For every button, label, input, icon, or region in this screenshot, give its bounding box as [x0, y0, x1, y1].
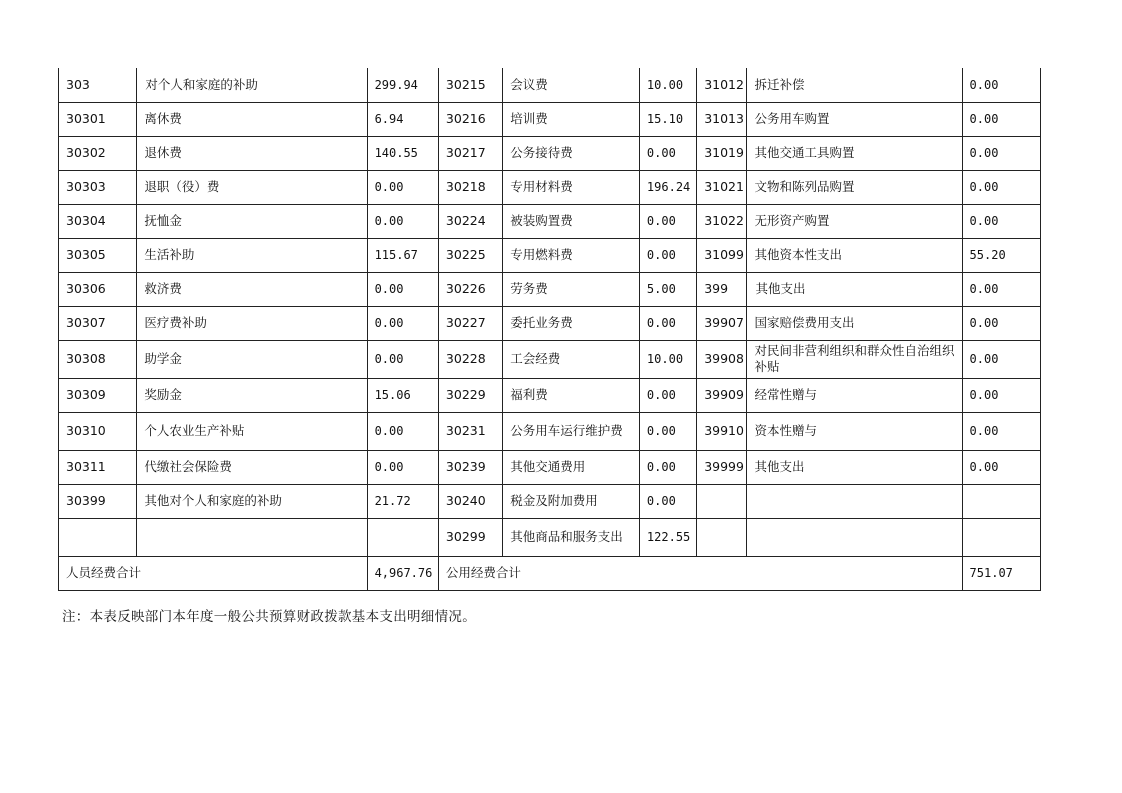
table-row	[59, 238, 1041, 272]
name-cell: 国家赔偿费用支出	[747, 306, 962, 340]
table-row	[59, 518, 1041, 556]
amount-cell: 21.72	[367, 484, 438, 518]
amount-cell: 0.00	[639, 412, 696, 450]
amount-cell	[962, 518, 1040, 556]
name-cell: 其他资本性支出	[747, 238, 962, 272]
code-cell: 30304	[59, 204, 137, 238]
name-cell: 资本性赠与	[747, 412, 962, 450]
name-cell	[137, 518, 367, 556]
amount-cell: 0.00	[367, 450, 438, 484]
table-row	[59, 340, 1041, 378]
amount-cell	[962, 484, 1040, 518]
name-cell: 专用燃料费	[503, 238, 640, 272]
code-cell: 399	[697, 272, 747, 306]
name-cell: 其他交通费用	[503, 450, 640, 484]
code-cell: 30311	[59, 450, 137, 484]
amount-cell: 0.00	[962, 136, 1040, 170]
name-cell: 其他支出	[747, 450, 962, 484]
code-cell: 39908	[697, 340, 747, 378]
name-cell: 对个人和家庭的补助	[137, 68, 367, 102]
code-cell: 39910	[697, 412, 747, 450]
name-cell	[747, 484, 962, 518]
name-cell	[747, 518, 962, 556]
amount-cell: 0.00	[962, 204, 1040, 238]
amount-cell: 0.00	[962, 102, 1040, 136]
name-cell: 代缴社会保险费	[137, 450, 367, 484]
table-row	[59, 484, 1041, 518]
name-cell: 其他对个人和家庭的补助	[137, 484, 367, 518]
public-total-label: 公用经费合计	[438, 556, 962, 590]
amount-cell: 0.00	[639, 484, 696, 518]
table-row	[59, 412, 1041, 450]
amount-cell: 0.00	[639, 136, 696, 170]
totals-row	[59, 556, 1041, 590]
code-cell: 30231	[438, 412, 502, 450]
amount-cell: 299.94	[367, 68, 438, 102]
code-cell: 31099	[697, 238, 747, 272]
code-cell: 30215	[438, 68, 502, 102]
code-cell: 31019	[697, 136, 747, 170]
code-cell: 39909	[697, 378, 747, 412]
expenditure-detail-table	[58, 68, 1041, 591]
amount-cell	[367, 518, 438, 556]
amount-cell: 0.00	[639, 306, 696, 340]
code-cell: 39999	[697, 450, 747, 484]
amount-cell: 0.00	[367, 170, 438, 204]
code-cell: 31021	[697, 170, 747, 204]
name-cell: 会议费	[503, 68, 640, 102]
amount-cell: 0.00	[962, 340, 1040, 378]
amount-cell: 5.00	[639, 272, 696, 306]
amount-cell: 0.00	[639, 238, 696, 272]
name-cell: 离休费	[137, 102, 367, 136]
amount-cell: 0.00	[367, 204, 438, 238]
table-row	[59, 378, 1041, 412]
amount-cell: 10.00	[639, 340, 696, 378]
name-cell: 其他支出	[747, 272, 962, 306]
code-cell: 30240	[438, 484, 502, 518]
code-cell: 31013	[697, 102, 747, 136]
code-cell: 30225	[438, 238, 502, 272]
amount-cell: 0.00	[962, 306, 1040, 340]
code-cell: 30310	[59, 412, 137, 450]
code-cell: 39907	[697, 306, 747, 340]
amount-cell: 15.10	[639, 102, 696, 136]
amount-cell: 15.06	[367, 378, 438, 412]
amount-cell: 0.00	[639, 204, 696, 238]
name-cell: 培训费	[503, 102, 640, 136]
code-cell: 30217	[438, 136, 502, 170]
amount-cell: 0.00	[962, 450, 1040, 484]
code-cell: 30228	[438, 340, 502, 378]
name-cell: 退休费	[137, 136, 367, 170]
name-cell: 对民间非营利组织和群众性自治组织补贴	[747, 340, 962, 378]
code-cell	[59, 518, 137, 556]
amount-cell: 0.00	[639, 450, 696, 484]
code-cell: 31022	[697, 204, 747, 238]
personnel-total-value: 4,967.76	[367, 556, 438, 590]
name-cell: 退职（役）费	[137, 170, 367, 204]
amount-cell: 0.00	[962, 272, 1040, 306]
table-row	[59, 450, 1041, 484]
name-cell: 经常性赠与	[747, 378, 962, 412]
amount-cell: 0.00	[962, 68, 1040, 102]
code-cell: 30399	[59, 484, 137, 518]
public-total-value: 751.07	[962, 556, 1040, 590]
name-cell: 医疗费补助	[137, 306, 367, 340]
name-cell: 拆迁补偿	[747, 68, 962, 102]
table-row	[59, 204, 1041, 238]
table-row	[59, 306, 1041, 340]
code-cell: 303	[59, 68, 137, 102]
name-cell: 福利费	[503, 378, 640, 412]
name-cell: 无形资产购置	[747, 204, 962, 238]
name-cell: 助学金	[137, 340, 367, 378]
name-cell: 抚恤金	[137, 204, 367, 238]
name-cell: 其他商品和服务支出	[503, 518, 640, 556]
name-cell: 文物和陈列品购置	[747, 170, 962, 204]
table-row	[59, 102, 1041, 136]
code-cell: 30227	[438, 306, 502, 340]
table-row	[59, 272, 1041, 306]
name-cell: 委托业务费	[503, 306, 640, 340]
table-footnote: 注：本表反映部门本年度一般公共预算财政拨款基本支出明细情况。	[62, 609, 476, 625]
amount-cell: 0.00	[962, 378, 1040, 412]
amount-cell: 0.00	[367, 340, 438, 378]
amount-cell: 0.00	[367, 306, 438, 340]
table-row	[59, 170, 1041, 204]
code-cell	[697, 518, 747, 556]
amount-cell: 0.00	[962, 170, 1040, 204]
code-cell: 30301	[59, 102, 137, 136]
code-cell: 31012	[697, 68, 747, 102]
amount-cell: 0.00	[367, 272, 438, 306]
code-cell: 30216	[438, 102, 502, 136]
code-cell: 30307	[59, 306, 137, 340]
personnel-total-label: 人员经费合计	[59, 556, 368, 590]
code-cell: 30224	[438, 204, 502, 238]
name-cell: 其他交通工具购置	[747, 136, 962, 170]
name-cell: 救济费	[137, 272, 367, 306]
amount-cell: 0.00	[639, 378, 696, 412]
amount-cell: 140.55	[367, 136, 438, 170]
name-cell: 个人农业生产补贴	[137, 412, 367, 450]
code-cell: 30299	[438, 518, 502, 556]
code-cell: 30309	[59, 378, 137, 412]
amount-cell: 55.20	[962, 238, 1040, 272]
table-row	[59, 68, 1041, 102]
code-cell: 30218	[438, 170, 502, 204]
code-cell: 30308	[59, 340, 137, 378]
code-cell: 30239	[438, 450, 502, 484]
amount-cell: 115.67	[367, 238, 438, 272]
name-cell: 生活补助	[137, 238, 367, 272]
code-cell: 30302	[59, 136, 137, 170]
name-cell: 专用材料费	[503, 170, 640, 204]
name-cell: 税金及附加费用	[503, 484, 640, 518]
name-cell: 公务接待费	[503, 136, 640, 170]
name-cell: 奖励金	[137, 378, 367, 412]
table-row	[59, 136, 1041, 170]
name-cell: 工会经费	[503, 340, 640, 378]
code-cell: 30226	[438, 272, 502, 306]
name-cell: 公务用车运行维护费	[503, 412, 640, 450]
amount-cell: 6.94	[367, 102, 438, 136]
name-cell: 被装购置费	[503, 204, 640, 238]
amount-cell: 10.00	[639, 68, 696, 102]
name-cell: 公务用车购置	[747, 102, 962, 136]
amount-cell: 0.00	[962, 412, 1040, 450]
amount-cell: 196.24	[639, 170, 696, 204]
code-cell: 30305	[59, 238, 137, 272]
code-cell: 30303	[59, 170, 137, 204]
amount-cell: 122.55	[639, 518, 696, 556]
name-cell: 劳务费	[503, 272, 640, 306]
code-cell: 30306	[59, 272, 137, 306]
code-cell	[697, 484, 747, 518]
code-cell: 30229	[438, 378, 502, 412]
amount-cell: 0.00	[367, 412, 438, 450]
